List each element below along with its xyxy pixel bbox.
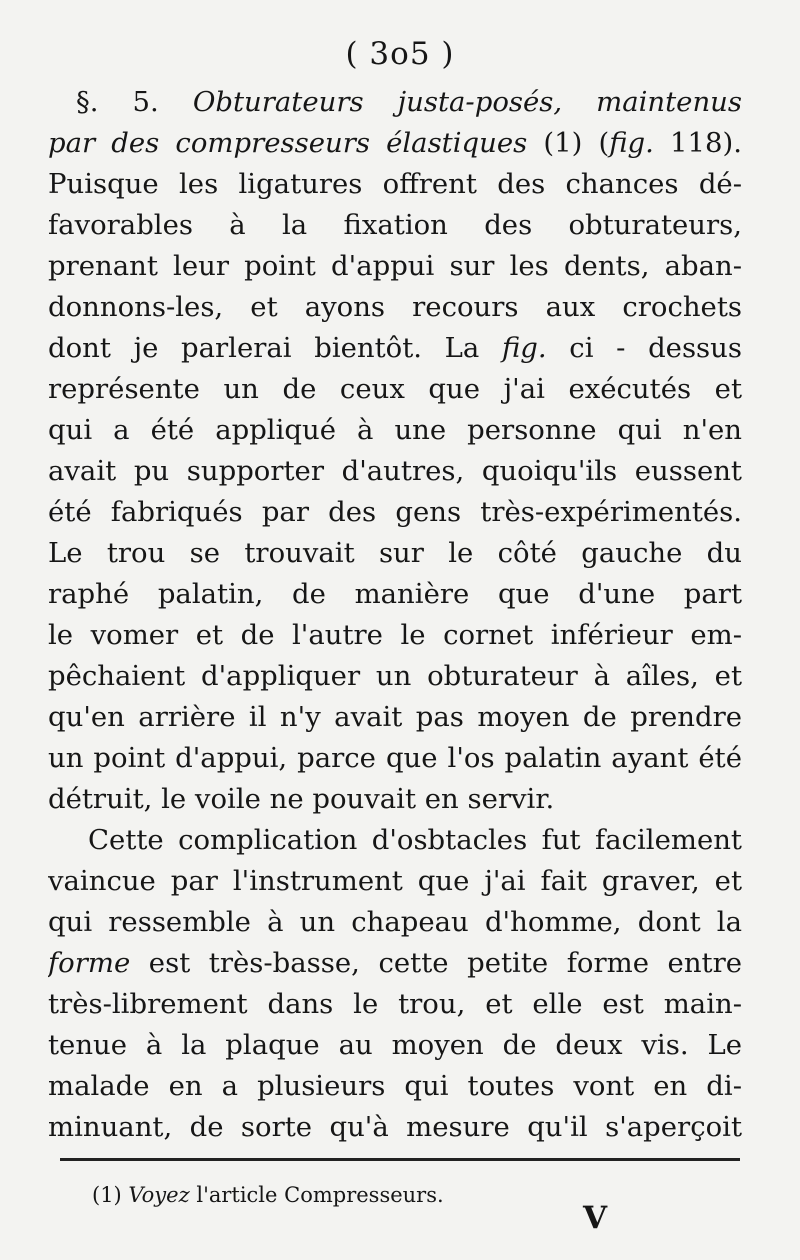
text-segment: raphé palatin, de manière que d'une part: [48, 578, 742, 610]
text-segment: représente un de ceux que j'ai exécutés et: [48, 373, 742, 405]
text-line: [48, 410, 742, 451]
text-segment: qu'en arrière il n'y avait pas moyen de prendre: [48, 701, 742, 733]
text-line: [48, 738, 742, 779]
text-line: [48, 205, 742, 246]
footnote-word: Voyez: [128, 1183, 190, 1207]
text-segment: qui a été appliqué à une personne qui n'en: [48, 414, 742, 446]
text-segment: avait pu supporter d'autres, quoiqu'ils eussent: [48, 455, 742, 487]
footnote: [92, 1183, 444, 1207]
text-line: [48, 492, 742, 533]
text-segment: favorables à la fixation des obturateurs,: [48, 209, 742, 241]
text-line: [48, 164, 742, 205]
text-line: [48, 328, 742, 369]
text-line: [48, 902, 742, 943]
text-segment: pêchaient d'appliquer un obturateur à aîles, et: [48, 660, 742, 692]
italic-text: par des compresseurs élastiques: [48, 127, 528, 159]
text-segment: prenant leur point d'appui sur les dents, aban-: [48, 250, 742, 282]
text-line: [48, 697, 742, 738]
text-segment: minuant, de sorte qu'à mesure qu'il s'aperçoit: [48, 1111, 742, 1143]
text-segment: vaincue par l'instrument que j'ai fait graver, et: [48, 865, 742, 897]
text-line: [48, 369, 742, 410]
text-line: [48, 1066, 742, 1107]
footnote-divider: [60, 1158, 740, 1161]
italic-text: Obturateurs justa-posés, maintenus: [192, 86, 742, 118]
text-segment: Cette complication d'osbtacles fut facilement: [88, 824, 742, 856]
italic-text: forme: [48, 947, 131, 979]
text-line: [48, 861, 742, 902]
text-segment: malade en a plusieurs qui toutes vont en di-: [48, 1070, 742, 1102]
text-segment: Puisque les ligatures offrent des chances dé-: [48, 168, 742, 200]
text-line: [48, 656, 742, 697]
text-segment: tenue à la plaque au moyen de deux vis. Le: [48, 1029, 742, 1061]
text-line: [48, 246, 742, 287]
italic-text: fig.: [609, 127, 654, 159]
text-line: [48, 123, 742, 164]
text-segment: 118).: [653, 127, 742, 159]
text-line: [48, 820, 742, 861]
text-segment: été fabriqués par des gens très-expérimentés.: [48, 496, 742, 528]
text-segment: ci - dessus: [546, 332, 742, 364]
text-line: [48, 533, 742, 574]
body-text: [48, 82, 742, 1148]
text-line: [48, 943, 742, 984]
text-segment: est très-basse, cette petite forme entre: [130, 947, 742, 979]
text-line: [48, 82, 742, 123]
text-segment: (1) (: [527, 127, 610, 159]
text-segment: le vomer et de l'autre le cornet inférieur em-: [48, 619, 742, 651]
italic-text: fig.: [501, 332, 547, 364]
text-segment: un point d'appui, parce que l'os palatin ayant été: [48, 742, 742, 774]
text-segment: Le trou se trouvait sur le côté gauche du: [48, 537, 742, 569]
text-line: [48, 287, 742, 328]
text-segment: très-librement dans le trou, et elle est main-: [48, 988, 742, 1020]
page-number: ( 3o5 ): [345, 36, 455, 72]
text-line: [48, 1107, 742, 1148]
footnote-text: l'article Compresseurs.: [189, 1183, 444, 1207]
text-segment: dont je parlerai bientôt. La: [48, 332, 502, 364]
text-line: [48, 1025, 742, 1066]
text-segment: §. 5.: [76, 86, 193, 118]
text-segment: détruit, le voile ne pouvait en servir.: [48, 783, 555, 815]
text-line: [48, 779, 742, 820]
text-segment: donnons-les, et ayons recours aux crochets: [48, 291, 742, 323]
text-segment: qui ressemble à un chapeau d'homme, dont la: [48, 906, 742, 938]
footnote-marker: (1): [92, 1183, 129, 1207]
text-line: [48, 615, 742, 656]
text-line: [48, 574, 742, 615]
signature-mark: V: [583, 1200, 608, 1236]
text-line: [48, 984, 742, 1025]
text-line: [48, 451, 742, 492]
